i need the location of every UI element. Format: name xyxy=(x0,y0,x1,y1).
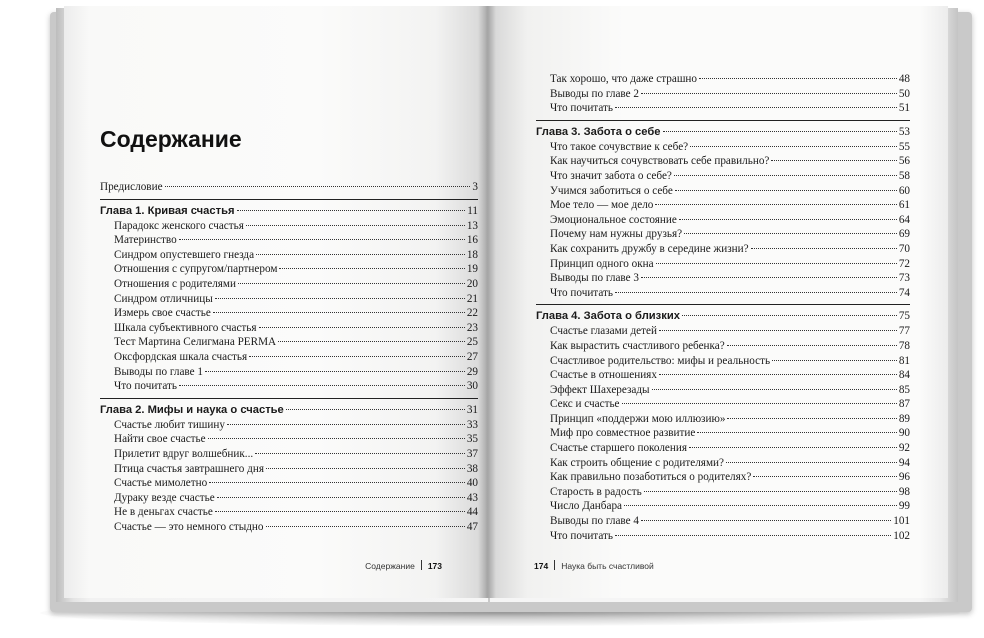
toc-entry-title: Выводы по главе 2 xyxy=(550,87,639,100)
toc-entry xyxy=(100,335,478,350)
toc-entry-title: Почему нам нужны друзья? xyxy=(550,228,683,241)
dot-leader xyxy=(217,497,465,498)
toc-entry-title: Прилетит вдруг волшебник... xyxy=(114,447,254,460)
dot-leader xyxy=(215,298,465,299)
dot-leader xyxy=(659,374,897,375)
toc-entry xyxy=(100,292,478,307)
toc-entry xyxy=(100,306,478,321)
toc-entry-page: 48 xyxy=(898,73,910,85)
dot-leader xyxy=(615,535,891,536)
toc-list-right xyxy=(536,72,910,543)
dot-leader xyxy=(266,526,465,527)
toc-entry-page: 53 xyxy=(898,125,910,138)
toc-entry-page: 3 xyxy=(472,181,478,193)
toc-entry-title: Миф про совместное развитие xyxy=(550,427,696,440)
page-title: Содержание xyxy=(100,126,242,152)
toc-entry-page: 92 xyxy=(898,442,910,455)
toc-entry xyxy=(536,499,910,514)
toc-entry-page: 101 xyxy=(893,515,910,528)
toc-entry-page: 35 xyxy=(466,433,478,446)
toc-entry xyxy=(536,383,910,398)
dot-leader xyxy=(699,78,897,79)
toc-entry-title: Глава 1. Кривая счастья xyxy=(100,204,235,217)
dot-leader xyxy=(165,186,471,187)
dot-leader xyxy=(256,254,465,255)
toc-entry-page: 23 xyxy=(466,321,478,334)
footer-book-title: Наука быть счастливой xyxy=(561,561,654,571)
toc-entry-title: Счастье мимолетно xyxy=(114,477,208,490)
toc-entry xyxy=(100,248,478,263)
toc-entry-title: Счастливое родительство: мифы и реальность xyxy=(550,354,771,367)
toc-entry-title: Выводы по главе 4 xyxy=(550,515,639,528)
footer-page-number: 174 xyxy=(534,561,549,571)
toc-entry xyxy=(100,321,478,336)
dot-leader xyxy=(279,268,464,269)
dot-leader xyxy=(753,476,896,477)
toc-entry xyxy=(536,213,910,228)
toc-entry-page: 27 xyxy=(466,350,478,363)
toc-entry-title: Синдром опустевшего гнезда xyxy=(114,248,255,261)
toc-entry-page: 73 xyxy=(898,272,910,285)
toc-entry-page: 69 xyxy=(898,228,910,241)
toc-entry-page: 25 xyxy=(466,336,478,349)
toc-entry xyxy=(100,520,478,535)
toc-entry xyxy=(536,441,910,456)
toc-entry xyxy=(536,514,910,529)
toc-entry-page: 60 xyxy=(898,184,910,197)
dot-leader xyxy=(771,160,896,161)
dot-leader xyxy=(690,146,897,147)
toc-entry-page: 98 xyxy=(898,485,910,498)
dot-leader xyxy=(624,505,897,506)
toc-entry xyxy=(536,154,910,169)
toc-entry-title: Что такое сочувствие к себе? xyxy=(550,140,689,153)
toc-entry-title: Глава 3. Забота о себе xyxy=(536,125,661,138)
toc-entry-page: 16 xyxy=(466,234,478,247)
toc-entry-page: 99 xyxy=(898,500,910,513)
toc-entry-title: Измерь свое счастье xyxy=(114,307,211,320)
dot-leader xyxy=(656,263,897,264)
dot-leader xyxy=(674,175,897,176)
toc-entry-page: 77 xyxy=(898,325,910,338)
dot-leader xyxy=(727,345,897,346)
toc-entry xyxy=(536,485,910,500)
toc-entry-title: Не в деньгах счастье xyxy=(114,506,213,519)
toc-entry-page: 44 xyxy=(466,506,478,519)
toc-entry xyxy=(100,491,478,506)
toc-entry-page: 55 xyxy=(898,140,910,153)
dot-leader xyxy=(237,210,466,211)
chapter-divider xyxy=(536,120,910,121)
toc-entry-title: Что почитать xyxy=(550,286,614,299)
toc-entry-title: Эффект Шахерезады xyxy=(550,383,650,396)
toc-entry-page: 78 xyxy=(898,339,910,352)
dot-leader xyxy=(772,360,897,361)
toc-entry-page: 50 xyxy=(898,87,910,100)
dot-leader xyxy=(255,453,465,454)
toc-entry-page: 13 xyxy=(466,219,478,232)
toc-entry-title: Предисловие xyxy=(100,181,163,193)
toc-entry-page: 58 xyxy=(898,169,910,182)
toc-entry xyxy=(100,432,478,447)
dot-leader xyxy=(697,432,896,433)
dot-leader xyxy=(286,409,465,410)
toc-entry-title: Что почитать xyxy=(550,102,614,115)
toc-entry-title: Секс и счастье xyxy=(550,398,620,411)
dot-leader xyxy=(641,93,897,94)
toc-entry-title: Синдром отличницы xyxy=(114,292,213,305)
toc-entry-title: Счастье старшего поколения xyxy=(550,442,688,455)
dot-leader xyxy=(179,239,465,240)
toc-chapter xyxy=(100,203,478,219)
dot-leader xyxy=(726,462,897,463)
dot-leader xyxy=(208,438,465,439)
toc-entry-page: 21 xyxy=(466,292,478,305)
toc-chapter xyxy=(536,124,910,140)
toc-entry xyxy=(536,198,910,213)
toc-entry-page: 89 xyxy=(898,412,910,425)
toc-entry-title: Счастье — это немного стыдно xyxy=(114,520,264,533)
toc-entry-title: Тест Мартина Селигмана PERMA xyxy=(114,336,277,349)
toc-entry-page: 64 xyxy=(898,213,910,226)
toc-chapter xyxy=(536,308,910,324)
dot-leader xyxy=(246,225,465,226)
toc-entry-title: Оксфордская шкала счастья xyxy=(114,350,248,363)
dot-leader xyxy=(663,131,897,132)
dot-leader xyxy=(213,312,465,313)
toc-entry-title: Дураку везде счастье xyxy=(114,491,215,504)
toc-entry-title: Парадокс женского счастья xyxy=(114,219,244,232)
toc-entry-page: 29 xyxy=(466,365,478,378)
toc-entry-title: Старость в радость xyxy=(550,485,642,498)
toc-entry-title: Материнство xyxy=(114,234,177,247)
toc-entry-page: 31 xyxy=(466,403,478,416)
footer-separator xyxy=(554,560,555,570)
toc-entry-page: 22 xyxy=(466,307,478,320)
dot-leader xyxy=(655,204,896,205)
dot-leader xyxy=(227,424,465,425)
dot-leader xyxy=(266,468,465,469)
toc-entry xyxy=(100,462,478,477)
dot-leader xyxy=(259,327,465,328)
footer-section-label: Содержание xyxy=(365,561,415,571)
toc-entry-title: Принцип «поддержи мою иллюзию» xyxy=(550,412,726,425)
toc-entry-page: 56 xyxy=(898,155,910,168)
toc-entry-title: Как сохранить дружбу в середине жизни? xyxy=(550,242,749,255)
toc-entry-page: 81 xyxy=(898,354,910,367)
toc-entry xyxy=(536,397,910,412)
toc-entry xyxy=(536,456,910,471)
toc-entry-title: Счастье любит тишину xyxy=(114,418,225,431)
chapter-divider xyxy=(100,398,478,399)
toc-entry-title: Как правильно позаботиться о родителях? xyxy=(550,471,752,484)
toc-entry-page: 38 xyxy=(466,462,478,475)
toc-entry-title: Что почитать xyxy=(550,529,614,542)
toc-entry-title: Найти свое счастье xyxy=(114,433,206,446)
dot-leader xyxy=(209,482,465,483)
toc-entry-title: Мое тело — мое дело xyxy=(550,199,654,212)
toc-entry xyxy=(100,505,478,520)
toc-entry xyxy=(100,365,478,380)
dot-leader xyxy=(682,315,897,316)
toc-entry-title: Птица счастья завтрашнего дня xyxy=(114,462,265,475)
dot-leader xyxy=(751,248,897,249)
toc-entry-page: 19 xyxy=(466,263,478,276)
page-footer-right xyxy=(534,560,654,571)
toc-entry-title: Как строить общение с родителями? xyxy=(550,456,724,469)
toc-entry xyxy=(536,140,910,155)
dot-leader xyxy=(652,389,897,390)
toc-entry-title: Глава 4. Забота о близких xyxy=(536,310,680,323)
toc-entry xyxy=(536,339,910,354)
toc-entry xyxy=(536,184,910,199)
toc-entry-title: Принцип одного окна xyxy=(550,257,654,270)
toc-entry xyxy=(100,476,478,491)
toc-entry xyxy=(100,379,478,394)
toc-entry-page: 96 xyxy=(898,471,910,484)
dot-leader xyxy=(727,418,896,419)
page-footer-left xyxy=(365,560,442,571)
toc-entry-page: 33 xyxy=(466,418,478,431)
toc-entry-page: 40 xyxy=(466,477,478,490)
toc-entry xyxy=(536,412,910,427)
toc-entry-title: Как вырастить счастливого ребенка? xyxy=(550,339,725,352)
toc-entry xyxy=(536,87,910,102)
toc-entry xyxy=(536,227,910,242)
toc-entry-page: 94 xyxy=(898,456,910,469)
toc-entry-page: 30 xyxy=(466,380,478,393)
dot-leader xyxy=(675,190,897,191)
toc-entry-page: 74 xyxy=(898,286,910,299)
toc-entry xyxy=(100,219,478,234)
dot-leader xyxy=(215,511,465,512)
toc-entry xyxy=(536,324,910,339)
toc-entry-title: Эмоциональное состояние xyxy=(550,213,677,226)
book-spine xyxy=(478,6,496,598)
toc-entry-title: Отношения с супругом/партнером xyxy=(114,263,278,276)
dot-leader xyxy=(278,341,465,342)
toc-entry-title: Счастье в отношениях xyxy=(550,369,657,382)
toc-entry xyxy=(536,271,910,286)
toc-entry-page: 72 xyxy=(898,257,910,270)
dot-leader xyxy=(622,403,897,404)
toc-entry xyxy=(536,242,910,257)
dot-leader xyxy=(641,520,891,521)
toc-entry-title: Глава 2. Мифы и наука о счастье xyxy=(100,403,284,416)
toc-entry-title: Что почитать xyxy=(114,380,178,393)
toc-chapter xyxy=(100,402,478,418)
dot-leader xyxy=(684,233,897,234)
toc-entry-title: Счастье глазами детей xyxy=(550,325,657,338)
toc-entry-title: Число Данбара xyxy=(550,500,622,513)
dot-leader xyxy=(179,385,465,386)
toc-entry xyxy=(100,180,478,195)
toc-entry-page: 11 xyxy=(467,204,478,217)
toc-entry-title: Выводы по главе 1 xyxy=(114,365,203,378)
dot-leader xyxy=(644,491,897,492)
toc-entry-page: 43 xyxy=(466,491,478,504)
dot-leader xyxy=(679,219,897,220)
footer-page-number: 173 xyxy=(427,561,442,571)
left-page xyxy=(64,6,486,598)
dot-leader xyxy=(238,283,465,284)
toc-entry-title: Выводы по главе 3 xyxy=(550,272,639,285)
toc-entry xyxy=(536,426,910,441)
dot-leader xyxy=(659,330,897,331)
chapter-divider xyxy=(536,304,910,305)
dot-leader xyxy=(641,277,897,278)
toc-entry xyxy=(100,277,478,292)
toc-entry xyxy=(100,418,478,433)
dot-leader xyxy=(615,292,897,293)
toc-entry-page: 84 xyxy=(898,369,910,382)
toc-entry-page: 51 xyxy=(898,102,910,115)
right-page xyxy=(486,6,948,598)
toc-list-left xyxy=(100,180,478,534)
toc-entry xyxy=(536,286,910,301)
toc-entry xyxy=(536,354,910,369)
toc-entry xyxy=(100,262,478,277)
toc-entry-title: Что значит забота о себе? xyxy=(550,169,672,182)
toc-entry xyxy=(536,529,910,544)
dot-leader xyxy=(249,356,465,357)
toc-entry xyxy=(100,447,478,462)
toc-entry-page: 47 xyxy=(466,520,478,533)
chapter-divider xyxy=(100,199,478,200)
toc-entry-title: Шкала субъективного счастья xyxy=(114,321,257,334)
dot-leader xyxy=(615,107,897,108)
toc-entry-page: 37 xyxy=(466,447,478,460)
toc-entry-page: 87 xyxy=(898,398,910,411)
toc-entry-title: Отношения с родителями xyxy=(114,277,237,290)
toc-entry-page: 61 xyxy=(898,199,910,212)
toc-entry-title: Учимся заботиться о себе xyxy=(550,184,673,197)
toc-entry-title: Как научиться сочувствовать себе правильно? xyxy=(550,155,770,168)
toc-entry-page: 90 xyxy=(898,427,910,440)
toc-entry xyxy=(536,470,910,485)
toc-entry xyxy=(536,169,910,184)
toc-entry-page: 75 xyxy=(898,310,910,323)
toc-entry xyxy=(100,350,478,365)
toc-entry xyxy=(536,101,910,116)
toc-entry xyxy=(100,233,478,248)
toc-entry-page: 102 xyxy=(893,529,910,542)
footer-separator xyxy=(421,560,422,570)
toc-entry xyxy=(536,72,910,87)
toc-entry-page: 70 xyxy=(898,242,910,255)
toc-entry-page: 85 xyxy=(898,383,910,396)
toc-entry-page: 20 xyxy=(466,277,478,290)
toc-entry xyxy=(536,368,910,383)
toc-entry-page: 18 xyxy=(466,248,478,261)
dot-leader xyxy=(205,371,465,372)
toc-entry xyxy=(536,257,910,272)
toc-entry-title: Так хорошо, что даже страшно xyxy=(550,73,698,85)
dot-leader xyxy=(689,447,897,448)
